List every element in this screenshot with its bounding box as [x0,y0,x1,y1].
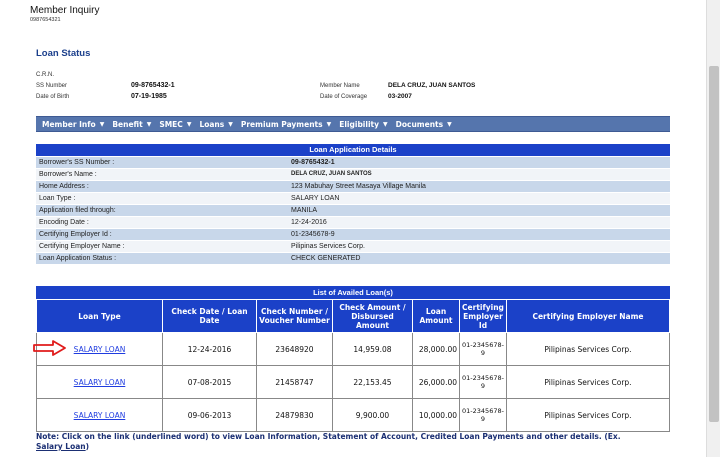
detail-label: Borrower's SS Number : [36,156,288,168]
column-header: Certifying Employer Id [460,300,507,333]
employer-name-cell: Pilipinas Services Corp. [507,366,670,399]
table-row [37,399,670,432]
nav-benefit[interactable] [112,120,151,129]
member-name-value: DELA CRUZ, JUAN SANTOS [388,82,476,89]
caret-down-icon: ▼ [228,120,233,128]
table-row [37,333,670,366]
check-amount-cell: 22,153.45 [333,366,413,399]
column-header: Check Date / Loan Date [163,300,257,333]
dob-label: Date of Birth [36,94,70,100]
caret-down-icon: ▼ [447,120,452,128]
detail-label: Loan Type : [36,192,288,204]
caret-down-icon: ▼ [146,120,152,128]
nav-smec-label: SMEC [159,119,183,129]
loan-application-details-table [36,144,670,265]
detail-label: Application filed through: [36,204,288,216]
check-number-cell: 21458747 [257,366,333,399]
nav-smec[interactable] [159,120,191,129]
salary-loan-link[interactable]: SALARY LOAN [37,366,163,399]
nav-member-info[interactable] [42,120,104,129]
check-number-cell: 24879830 [257,399,333,432]
detail-label: Loan Application Status : [36,252,288,264]
nav-member-info-label: Member Info [42,119,96,129]
employer-name-cell: Pilipinas Services Corp. [507,399,670,432]
detail-value: MANILA [288,204,670,216]
caret-down-icon: ▼ [383,120,388,128]
detail-value: 09-8765432-1 [288,156,670,168]
detail-value: Pilipinas Services Corp. [288,240,670,252]
note-body: Note: Click on the link (underlined word) to view Loan Information, Statement of Account, Credited Loan Payments and other details. (Ex. [36,432,621,441]
nav-premium-payments-label: Premium Payments [240,119,323,129]
column-header: Loan Type [37,300,163,333]
detail-label: Certifying Employer Name : [36,240,288,252]
scrollbar-thumb[interactable] [709,66,719,422]
table-row [37,366,670,399]
loan-date-cell: 07-08-2015 [163,366,257,399]
nav-loans-label: Loans [199,119,225,129]
detail-value: 01-2345678-9 [288,228,670,240]
detail-value: CHECK GENERATED [288,252,670,264]
note-text [36,432,636,452]
check-number-cell: 23648920 [257,333,333,366]
employer-id-cell: 01-2345678-9 [460,399,507,432]
coverage-value: 03-2007 [388,93,412,100]
salary-loan-link[interactable]: SALARY LOAN [37,333,163,366]
note-close: ) [85,442,90,451]
employer-id-cell: 01-2345678-9 [460,333,507,366]
column-header: Check Number / Voucher Number [257,300,333,333]
detail-label: Certifying Employer Id : [36,228,288,240]
nav-loans[interactable] [199,120,232,129]
loan-amount-cell: 26,000.00 [413,366,460,399]
check-amount-cell: 14,959.08 [333,333,413,366]
employer-name-cell: Pilipinas Services Corp. [507,333,670,366]
salary-loan-example-link[interactable]: Salary Loan [36,442,86,451]
detail-label: Home Address : [36,180,288,192]
member-name-label: Member Name [320,83,360,89]
column-header: Loan Amount [413,300,460,333]
ss-number-value: 09-8765432-1 [131,82,175,89]
column-header: Certifying Employer Name [507,300,670,333]
employer-id-cell: 01-2345678-9 [460,366,507,399]
availed-loans-title: List of Availed Loan(s) [36,286,670,299]
page-header-subtitle: 0987654321 [30,17,61,23]
detail-label: Borrower's Name : [36,168,288,180]
check-amount-cell: 9,900.00 [333,399,413,432]
detail-value: 12-24-2016 [288,216,670,228]
salary-loan-link[interactable]: SALARY LOAN [37,399,163,432]
dob-value: 07-19-1985 [131,93,167,100]
details-title: Loan Application Details [36,144,670,156]
detail-value: SALARY LOAN [288,192,670,204]
vertical-scrollbar[interactable] [706,0,720,457]
arrow-right-icon [33,340,67,356]
caret-down-icon: ▼ [186,120,192,128]
detail-value: 123 Mabuhay Street Masaya Village Manila [288,180,670,192]
page-header-title: Member Inquiry [30,5,100,16]
loan-amount-cell: 28,000.00 [413,333,460,366]
nav-benefit-label: Benefit [112,119,143,129]
caret-down-icon: ▼ [326,120,332,128]
caret-down-icon: ▼ [99,120,105,128]
nav-eligibility-label: Eligibility [339,119,379,129]
loan-amount-cell: 10,000.00 [413,399,460,432]
detail-value: DELA CRUZ, JUAN SANTOS [288,168,670,180]
loan-date-cell: 09-06-2013 [163,399,257,432]
section-title: Loan Status [36,48,91,59]
loan-date-cell: 12-24-2016 [163,333,257,366]
ss-number-label: SS Number [36,83,68,89]
nav-documents[interactable] [396,120,452,129]
nav-premium-payments[interactable] [241,120,331,129]
crn-label: C.R.N. [36,72,54,78]
detail-label: Encoding Date : [36,216,288,228]
coverage-label: Date of Coverage [320,94,368,100]
availed-loans-table [36,299,670,432]
nav-eligibility[interactable] [339,120,387,129]
nav-documents-label: Documents [395,119,444,129]
column-header: Check Amount / Disbursed Amount [333,300,413,333]
main-nav [36,116,670,132]
